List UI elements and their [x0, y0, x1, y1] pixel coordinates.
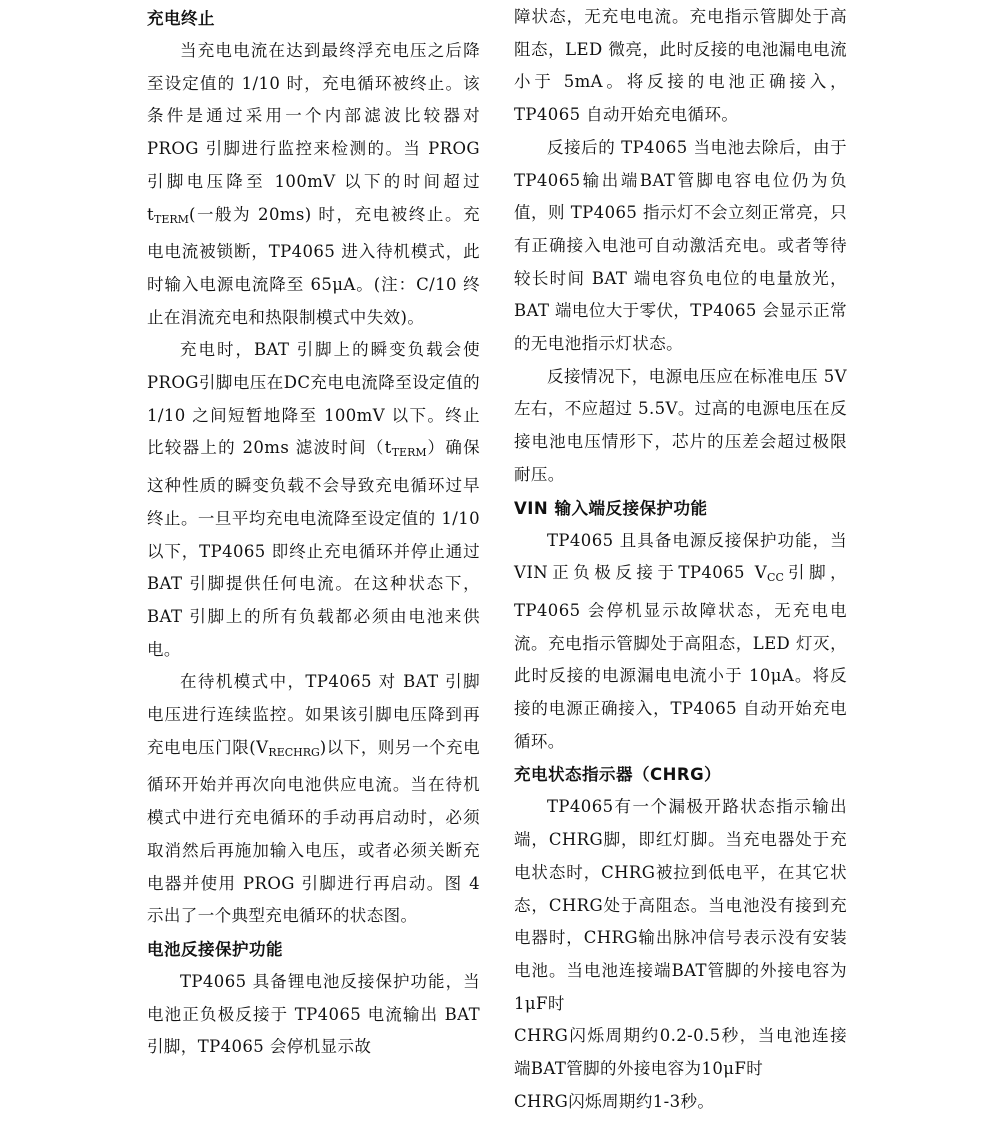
left-column: [147, 0, 480, 1064]
subscript-term: TERM: [154, 212, 189, 226]
paragraph-battery-reverse-start: TP4065 具备锂电池反接保护功能，当电池正负极反接于 TP4065 电流输出 BAT 引脚，TP4065 会停机显示故: [147, 971, 480, 1057]
subscript-term-2: TERM: [391, 446, 427, 460]
paragraph-transient-load: 充电时，BAT 引脚上的瞬变负载会使PROG引脚电压在DC充电电流降至设定值的 1/10 之间短暂地降至 100mV 以下。终止比较器上的 20ms 滤波时间$(t_{TERM})$确保这种性质的瞬变负载不会导致充电循环过早终止。一旦平均充电电流降至设定值的 1/10 以下，TP4065 即终止充电循环并停止通过 BAT 引脚提供任何电流。在这种状态下，BAT 引脚上的所有负载都必须由电池来供电。: [147, 340, 481, 659]
paragraph-chrg-blink-10uf: CHRG闪烁周期约1-3秒。: [514, 1091, 715, 1111]
paragraph-termination-condition: 当充电电流在达到最终浮充电压之后降至设定值的 1/10 时，充电循环被终止。该条件是通过采用一个内部滤波比较器对 PROG 引脚进行监控来检测的。当 PROG 引脚电压降至 100mV 以下的时间超过 $t_{TERM}$(一般为 20ms) 时，充电被终止。充电电流被锁断，TP4065 进入待机模式，此时输入电源电流降至 65μA。(注：C/10 终止在涓流充电和热限制模式中失效)。: [147, 41, 480, 327]
right-column: [514, 0, 847, 1119]
paragraph-battery-reverse-cont: 障状态，无充电电流。充电指示管脚处于高阻态，LED 微亮，此时反接的电池漏电电流小于 5mA。将反接的电池正确接入，TP4065 自动开始充电循环。: [514, 7, 847, 125]
paragraph-reverse-voltage: 反接情况下，电源电压应在标准电压 5V 左右，不应超过 5.5V。过高的电源电压在反接电池电压情形下，芯片的压差会超过极限耐压。: [514, 366, 847, 484]
paragraph-standby-mode: 在待机模式中，TP4065 对 BAT 引脚电压进行连续监控。如果该引脚电压降到再充电电压门限$(V_{RECHRG})$以下，则另一个充电循环开始并再次向电池供应电流。当在待机模式中进行充电循环的手动再启动时，必须取消然后再施加输入电压，或者必须关断充电器并使用 PROG 引脚进行再启动。图 4 示出了一个典型充电循环的状态图。: [147, 672, 480, 926]
paragraph-vin-reverse: TP4065 且具备电源反接保护功能，当VIN正负极反接于TP4065 $V_{CC}$引脚，TP4065 会停机显示故障状态，无充电电流。充电指示管脚处于高阻态，LED 灯灭，此时反接的电源漏电电流小于 10μA。将反接的电源正确接入，TP4065 自动开始充电循环。: [514, 530, 848, 751]
subscript-rechrg: RECHRG: [268, 745, 320, 759]
heading-charge-termination: 充电终止: [147, 9, 215, 28]
paragraph-after-reverse: 反接后的 TP4065 当电池去除后，由于TP4065输出端BAT管脚电容电位仍为负值，则 TP4065 指示灯不会立刻正常亮，只有正确接入电池可自动激活充电。或者等待较长时间 BAT 端电容负电位的电量放光，BAT 端电位大于零伏，TP4065 会显示正常的无电池指示灯状态。: [514, 137, 847, 354]
subscript-cc: CC: [767, 571, 784, 585]
heading-vin-reverse-protection: VIN 输入端反接保护功能: [514, 498, 708, 518]
heading-charge-status-indicator: 充电状态指示器（CHRG）: [514, 765, 722, 785]
paragraph-chrg-indicator: TP4065有一个漏极开路状态指示输出端，CHRG脚，即红灯脚。当充电器处于充电状态时，CHRG被拉到低电平，在其它状态，CHRG处于高阻态。当电池没有接到充电器时，CHRG输出脉冲信号表示没有安装电池。当电池连接端BAT管脚的外接电容为1μF时: [514, 797, 847, 1013]
heading-battery-reverse-protection: 电池反接保护功能: [147, 939, 283, 959]
paragraph-chrg-blink-1uf: CHRG闪烁周期约0.2-0.5秒，当电池连接端BAT管脚的外接电容为10μF时: [514, 1026, 847, 1079]
